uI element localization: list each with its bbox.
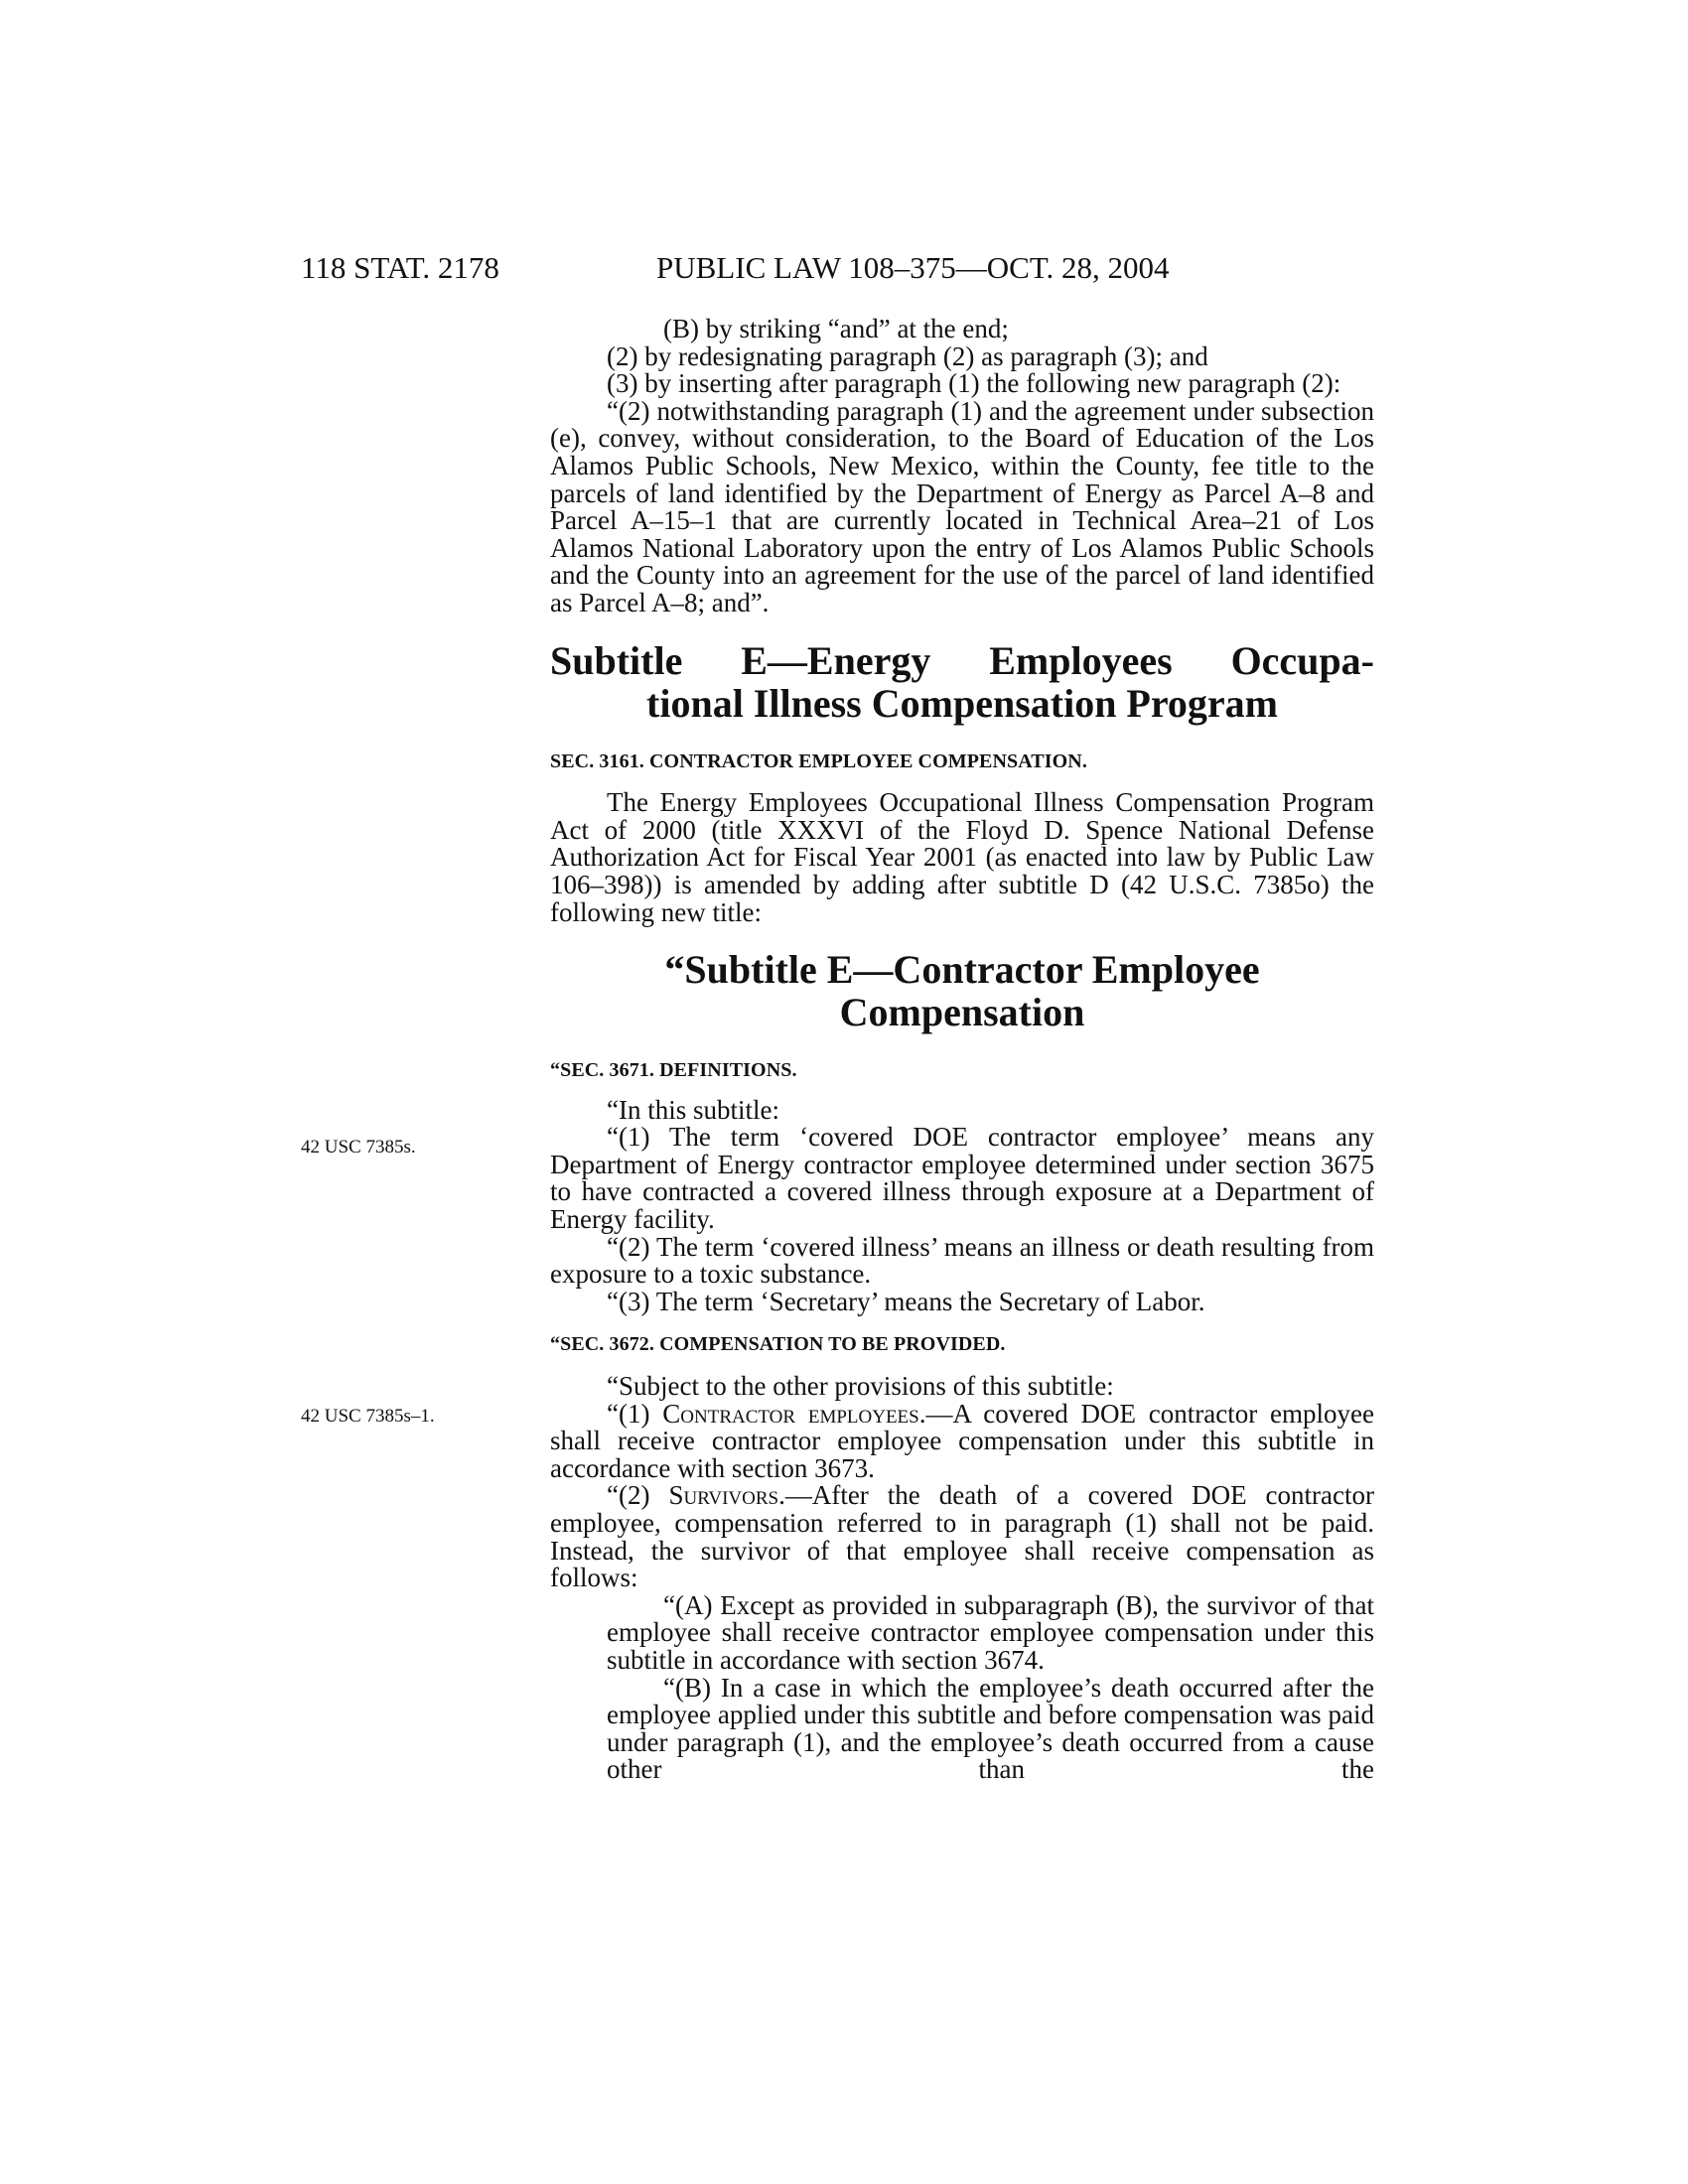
definition-2: “(2) The term ‘covered illness’ means an illness or death resulting from exposure to a toxic substance. xyxy=(550,1231,1374,1290)
public-law-citation: PUBLIC LAW 108–375—OCT. 28, 2004 xyxy=(656,250,1170,285)
caption-contractor-employees: Contractor employees xyxy=(662,1398,919,1429)
paragraph-survivors: “(2) Survivors.—After the death of a covered DOE contractor employee, compensation referred to in paragraph (1) shall not be paid. Instead, the survivor of that employee shall receive compensation as follows: xyxy=(550,1480,1374,1593)
amendment-item-2: (2) by redesignating paragraph (2) as paragraph (3); and xyxy=(607,341,1208,371)
sidenote-usc-7385s: 42 USC 7385s. xyxy=(301,1137,416,1158)
subtitle-e-heading-line2: tional Illness Compensation Program xyxy=(646,680,1278,726)
caption-survivors: Survivors xyxy=(668,1480,779,1511)
subparagraph-b: “(B) In a case in which the employee’s death occurred after the employee applied under this subtitle and before compensation was paid under paragraph (1), and the employee’s death occurred from a cause other than the xyxy=(607,1672,1374,1785)
section-3161-heading: SEC. 3161. CONTRACTOR EMPLOYEE COMPENSATION. xyxy=(550,750,1087,772)
section-3672-intro: “Subject to the other provisions of this subtitle: xyxy=(607,1371,1114,1402)
definition-1: “(1) The term ‘covered DOE contractor employee’ means any Department of Energy contractor employee determined under section 3675 to have contracted a covered illness through exposure at a Department of Energy facility. xyxy=(550,1122,1374,1235)
section-3671-intro: “In this subtitle: xyxy=(607,1094,779,1125)
quoted-subtitle-heading-line2: Compensation xyxy=(839,990,1085,1035)
definition-3: “(3) The term ‘Secretary’ means the Secretary of Labor. xyxy=(607,1286,1205,1316)
amendment-item-b: (B) by striking “and” at the end; xyxy=(663,314,1009,343)
statute-page-number: 118 STAT. 2178 xyxy=(301,250,499,285)
amendment-item-3: (3) by inserting after paragraph (1) the following new paragraph (2): xyxy=(607,368,1341,399)
document-body xyxy=(550,316,1374,1784)
section-3671-heading: “SEC. 3671. DEFINITIONS. xyxy=(550,1059,797,1082)
section-3672-heading: “SEC. 3672. COMPENSATION TO BE PROVIDED. xyxy=(550,1333,1006,1356)
subparagraph-a: “(A) Except as provided in subparagraph (B), the survivor of that employee shall receive contractor employee compensation under this subtitle in accordance with section 3674. xyxy=(607,1589,1374,1675)
subtitle-e-heading-line1: Subtitle E—Energy Employees Occupa- xyxy=(550,637,1374,683)
sidenote-usc-7385s-1: 42 USC 7385s–1. xyxy=(301,1406,435,1427)
quoted-paragraph-2: “(2) notwithstanding paragraph (1) and the agreement under subsection (e), convey, without consideration, to the Board of Education of the Los Alamos Public Schools, New Mexico, within the County, fee title to the parcels of land identified by the Department of Energy as Parcel A–8 and Parcel A–15–1 that are currently located in Technical Area–21 of Los Alamos National Laboratory upon the entry of Los Alamos Public Schools and the County into an agreement for the use of the parcel of land identified as Parcel A–8; and”. xyxy=(550,395,1374,617)
quoted-subtitle-heading-line1: “Subtitle E—Contractor Employee xyxy=(664,947,1260,993)
section-3161-text: The Energy Employees Occupational Illness Compensation Program Act of 2000 (title XXXVI of the Floyd D. Spence National Defense Authorization Act for Fiscal Year 2001 (as enacted into law by Public Law 106–398)) is amended by adding after subtitle D (42 U.S.C. 7385o) the following new title: xyxy=(550,787,1374,927)
paragraph-contractor-employees: “(1) Contractor employees.—A covered DOE contractor employee shall receive contractor employee compensation under this subtitle in accordance with section 3673. xyxy=(550,1398,1374,1483)
